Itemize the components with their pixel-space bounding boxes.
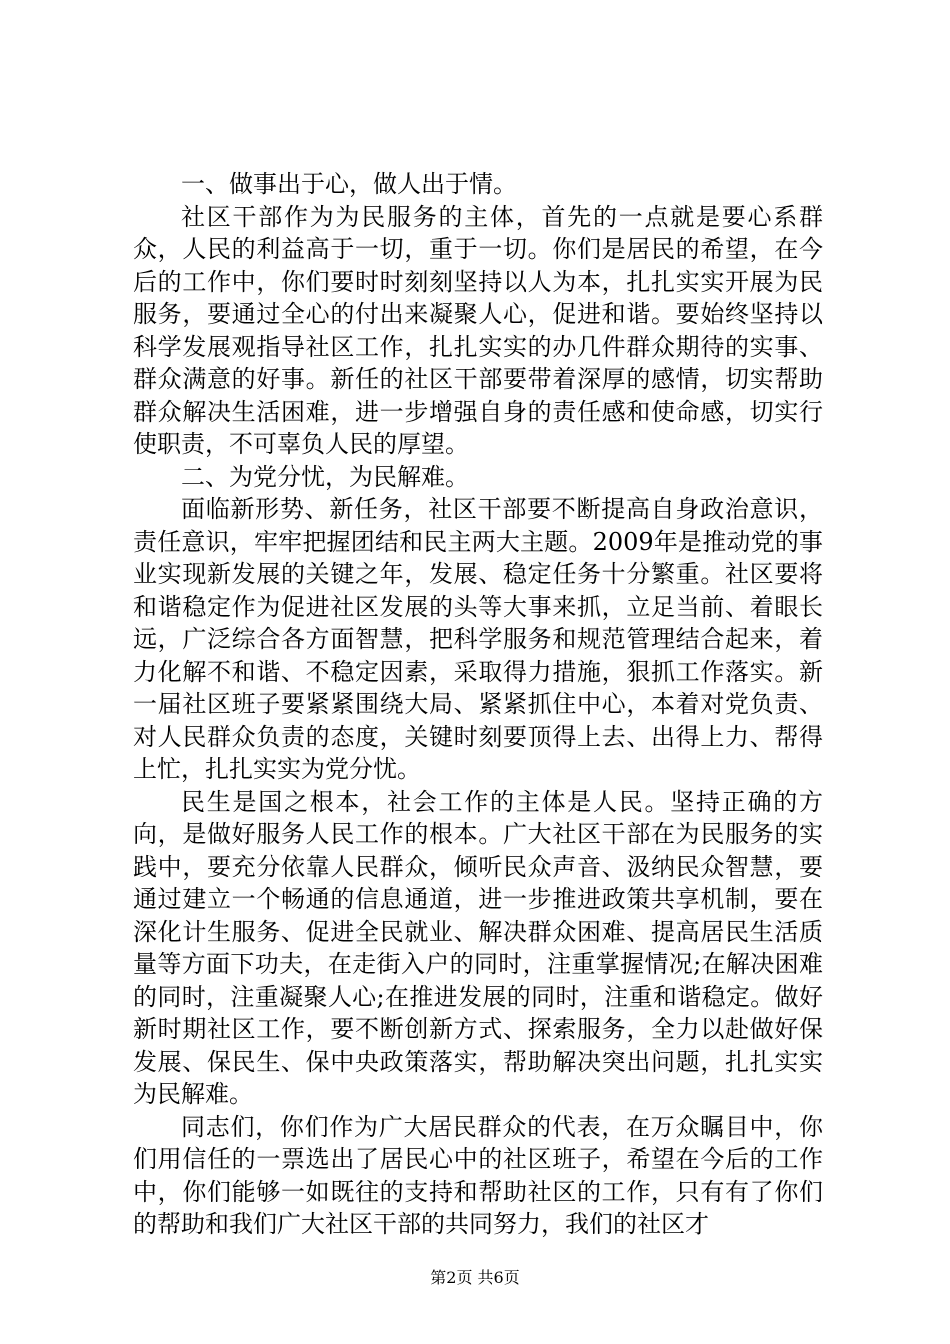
section-heading-2: 二、为党分忧，为民解难。 [181, 462, 469, 491]
paragraph-1: 社区干部作为为民服务的主体，首先的一点就是要心系群众，人民的利益高于一切，重于一切。你们是居民的希望，在今后的工作中，你们要时时刻刻坚持以人为本，扎扎实实开展为民服务，要通过全心的付出来凝聚人心，促进和谐。要始终坚持以科学发展观指导社区工作，扎扎实实的办几件群众期待的实事、群众满意的好事。新任的社区干部要带着深厚的感情，切实帮助群众解决生活困难，进一步增强自身的责任感和使命感，切实行使职责，不可辜负人民的厚望。 [133, 202, 823, 458]
paragraph-2: 面临新形势、新任务，社区干部要不断提高自身政治意识，责任意识，牢牢把握团结和民主两大主题。2009年是推动党的事业实现新发展的关键之年，发展、稳定任务十分繁重。社区要将和谐稳定作为促进社区发展的头等大事来抓，立足当前、着眼长远，广泛综合各方面智慧，把科学服务和规范管理结合起来，着力化解不和谐、不稳定因素，采取得力措施，狠抓工作落实。新一届社区班子要紧紧围绕大局、紧紧抓住中心，本着对党负责、对人民群众负责的态度，关键时刻要顶得上去、出得上力、帮得上忙，扎扎实实为党分忧。 [133, 495, 823, 783]
paragraph-3: 民生是国之根本，社会工作的主体是人民。坚持正确的方向，是做好服务人民工作的根本。广大社区干部在为民服务的实践中，要充分依靠人民群众，倾听民众声音、汲纳民众智慧，要通过建立一个畅通的信息通道，进一步推进政策共享机制，要在深化计生服务、促进全民就业、解决群众困难、提高居民生活质量等方面下功夫，在走街入户的同时，注重掌握情况;在解决困难的同时，注重凝聚人心;在推进发展的同时，注重和谐稳定。做好新时期社区工作，要不断创新方式、探索服务，全力以赴做好保发展、保民生、保中央政策落实，帮助解决突出问题，扎扎实实为民解难。 [133, 787, 823, 1108]
section-heading-1: 一、做事出于心，做人出于情。 [181, 170, 517, 198]
paragraph-4: 同志们，你们作为广大居民群众的代表，在万众瞩目中，你们用信任的一票选出了居民心中的社区班子，希望在今后的工作中，你们能够一如既往的支持和帮助社区的工作，只有有了你们的帮助和我们广大社区干部的共同努力，我们的社区才 [133, 1112, 823, 1238]
document-body [133, 168, 823, 1241]
page-footer: 第2页 共6页 [430, 1268, 520, 1287]
